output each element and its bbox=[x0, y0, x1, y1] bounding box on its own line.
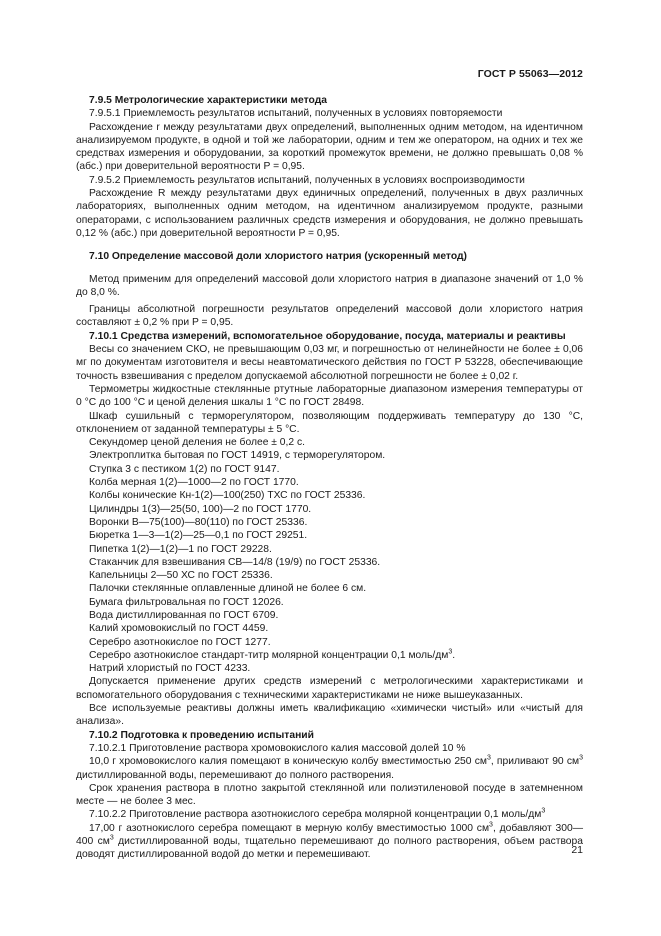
paragraph: Термометры жидкостные стеклянные ртутные лабораторные диапазоном измерения температуры от 0 °С до 100 °С и ценой деления шкалы 1 °С по ГОСТ 28498. bbox=[76, 383, 583, 409]
section-heading: 7.10 Определение массовой доли хлористого натрия (ускоренный метод) bbox=[89, 251, 467, 263]
paragraph: Расхождение R между результатами двух единичных определений, полученных в двух различных лабораториях, выполненных одним методом, на идентичном анализируемом продукте, разными операторами, с использованием различных средств измерения и оборудования, не должно превышать 0,12 % (абс.) при доверительной вероятности P = 0,95. bbox=[76, 188, 583, 239]
paragraph: Шкаф сушильный с терморегулятором, позволяющим поддерживать температуру до 130 °С, отклонением от заданной температуры ± 5 °С. bbox=[76, 410, 583, 435]
paragraph: Допускается применение других средств измерений с метрологическими характеристиками и вспомогательного оборудования с техническими характеристиками не ниже вышеуказанных. bbox=[76, 676, 583, 701]
list-item bbox=[76, 649, 583, 662]
text: , добавляют 300—400 см bbox=[76, 822, 584, 848]
list-item: Цилиндры 1(3)—25(50, 100)—2 по ГОСТ 1770. bbox=[89, 503, 312, 515]
section-heading: 7.10.1 Средства измерений, вспомогательное оборудование, посуда, материалы и реактивы bbox=[89, 330, 566, 342]
list-item: Натрий хлористый по ГОСТ 4233. bbox=[89, 663, 251, 675]
list-item: Пипетка 1(2)—1(2)—1 по ГОСТ 29228. bbox=[89, 543, 272, 555]
paragraph: 7.9.5.2 Приемлемость результатов испытаний, полученных в условиях воспроизводимости bbox=[89, 174, 525, 186]
superscript: 3 bbox=[579, 754, 583, 762]
paragraph: Расхождение r между результатами двух определений, выполненных одним методом, на идентичном анализируемом продукте, в одной и той же лаборатории, одним и тем же оператором, на одних и тех же средствах измерения и оборудовании, за короткий промежуток времени, не должно превышать 0,08 % (абс.) при доверительной вероятности P = 0,95. bbox=[76, 121, 583, 173]
list-item: Колбы конические Кн-1(2)—100(250) ТХС по ГОСТ 25336. bbox=[89, 490, 366, 502]
section-heading: 7.9.5 Метрологические характеристики метода bbox=[89, 95, 327, 106]
paragraph: Весы со значением СКО, не превышающим 0,03 мг, и погрешностью от нелинейности не более ± 0,06 мг по документам изготовителя и весы неавтоматического действия по ГОСТ Р 53228, обеспечивающие точность взвешивания с пределом допускаемой абсолютной погрешности не более ± 0,02 г. bbox=[76, 344, 583, 382]
text: дистиллированной воды, перемешивают до полного растворения. bbox=[76, 769, 395, 781]
paragraph: Все используемые реактивы должны иметь квалификацию «химически чистый» или «чистый для анализа». bbox=[76, 703, 583, 728]
document-body bbox=[76, 94, 583, 862]
list-item: Вода дистиллированная по ГОСТ 6709. bbox=[89, 609, 279, 621]
section-heading: 7.10.2 Подготовка к проведению испытаний bbox=[89, 729, 314, 741]
text: дистиллированной воды, тщательно перемешивают до полного растворения, объем раствора доводят дистиллированной водой до метки и перемешивают. bbox=[76, 836, 583, 861]
list-item: Ступка 3 с пестиком 1(2) по ГОСТ 9147. bbox=[89, 463, 280, 475]
paragraph bbox=[76, 755, 583, 782]
superscript: 3 bbox=[486, 754, 491, 762]
superscript: 3 bbox=[109, 834, 114, 842]
list-item: Электроплитка бытовая по ГОСТ 14919, с терморегулятором. bbox=[89, 450, 386, 462]
paragraph: Метод применим для определений массовой доли хлористого натрия в диапазоне значений от 1,0 % до 8,0 %. bbox=[76, 273, 583, 298]
superscript: 3 bbox=[448, 648, 453, 656]
list-item: Палочки стеклянные оплавленные длиной не более 6 см. bbox=[89, 583, 367, 595]
paragraph: Срок хранения раствора в плотно закрытой стеклянной или полиэтиленовой посуде в затемненном месте — не более 3 мес. bbox=[76, 782, 583, 808]
page-number: 21 bbox=[571, 844, 583, 856]
list-item: Стаканчик для взвешивания СВ—14/8 (19/9) по ГОСТ 25336. bbox=[89, 556, 381, 568]
text: 17,00 г азотнокислого серебра помещают в мерную колбу вместимостью 1000 см bbox=[89, 822, 490, 834]
paragraph: 7.9.5.1 Приемлемость результатов испытаний, полученных в условиях повторяемости bbox=[89, 108, 503, 120]
paragraph: Границы абсолютной погрешности результатов определений массовой доли хлористого натрия составляют ± 0,2 % при P = 0,95. bbox=[76, 304, 583, 329]
text: 7.10.2.2 Приготовление раствора азотнокислого серебра молярной концентрации 0,1 моль/дм bbox=[89, 809, 542, 821]
list-item: Воронки В—75(100)—80(110) по ГОСТ 25336. bbox=[89, 516, 308, 528]
paragraph: 7.10.2.1 Приготовление раствора хромовокислого калия массовой долей 10 % bbox=[89, 742, 466, 754]
superscript: 3 bbox=[489, 821, 493, 829]
standard-designation: ГОСТ Р 55063—2012 bbox=[477, 68, 583, 80]
list-item: Калий хромовокислый по ГОСТ 4459. bbox=[89, 623, 269, 635]
list-item: Колба мерная 1(2)—1000—2 по ГОСТ 1770. bbox=[89, 477, 299, 489]
text: . bbox=[452, 649, 456, 661]
list-item: Бумага фильтровальная по ГОСТ 12026. bbox=[89, 596, 284, 608]
list-item: Бюретка 1—3—1(2)—25—0,1 по ГОСТ 29251. bbox=[89, 530, 308, 542]
list-item: Серебро азотнокислое по ГОСТ 1277. bbox=[89, 636, 271, 648]
list-item: Капельницы 2—50 ХС по ГОСТ 25336. bbox=[89, 570, 273, 582]
paragraph bbox=[76, 822, 583, 862]
text: , приливают 90 см bbox=[490, 756, 580, 768]
paragraph bbox=[76, 808, 583, 821]
text: Серебро азотнокислое стандарт-титр молярной концентрации 0,1 моль/дм bbox=[89, 649, 449, 661]
text: 10,0 г хромовокислого калия помещают в коническую колбу вместимостью 250 см bbox=[89, 756, 487, 768]
list-item: Секундомер ценой деления не более ± 0,2 с. bbox=[89, 437, 305, 449]
superscript: 3 bbox=[541, 808, 546, 816]
